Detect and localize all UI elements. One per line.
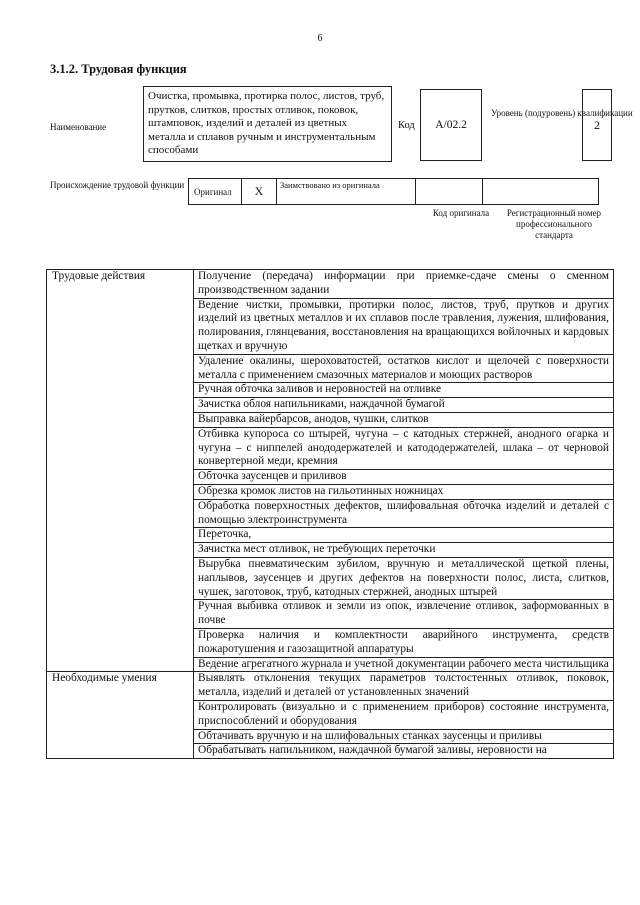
- skill-item: Выявлять отклонения текущих параметров толстостенных отливок, поковок, металла, изделий и деталей от установленных значений: [194, 672, 614, 701]
- skills-category-cell: Необходимые умения: [47, 672, 194, 759]
- action-item: Обрезка кромок листов на гильотинных ножницах: [194, 484, 614, 499]
- action-item: Проверка наличия и комплектности аварийного инструмента, средств пожаротушения и газозащитной аппаратуры: [194, 628, 614, 657]
- action-item: Выправка вайербарсов, анодов, чушки, слитков: [194, 412, 614, 427]
- original-code-cell: [415, 178, 483, 205]
- action-item: Вырубка пневматическим зубилом, вручную и металлической щеткой плены, наплывов, заусенцев и других дефектов на поверхности полос, листа, слитков, чушек, заготовок, труб, катодных стержней, анодных штырей: [194, 557, 614, 599]
- function-name-box: Очистка, промывка, протирка полос, листов, труб, прутков, слитков, простых отливок, поковок, штамповок, изделий и деталей из цветных металла и сплавов ручным и инструментальным способами: [143, 86, 392, 162]
- section-title: 3.1.2. Трудовая функция: [50, 62, 187, 76]
- skill-item: Обтачивать вручную и на шлифовальных станках заусенцы и приливы: [194, 729, 614, 744]
- registration-number-cell: [482, 178, 599, 205]
- action-item: Ведение агрегатного журнала и учетной документации рабочего места чистильщика: [194, 657, 614, 672]
- action-item: Зачистка мест отливок, не требующих переточки: [194, 543, 614, 558]
- action-item: Обработка поверхностных дефектов, шлифовальная обточка изделий и деталей с помощью электроинструмента: [194, 499, 614, 528]
- action-item: Отбивка купороса со штырей, чугуна – с катодных стержней, анодного огарка и чугуна – с ниппелей анододержателей и катододержателей, шлака – от черновой конвертерной меди, кремния: [194, 427, 614, 469]
- action-item: Ручная выбивка отливок и земли из опок, извлечение отливок, заформованных в почве: [194, 600, 614, 629]
- action-item: Получение (передача) информации при приемке-сдаче смены о сменном производственном задании: [194, 270, 614, 299]
- origin-row: [189, 178, 599, 205]
- action-item: Обточка заусенцев и приливов: [194, 470, 614, 485]
- original-code-caption: Код оригинала: [432, 208, 490, 218]
- original-mark-cell: X: [241, 178, 277, 205]
- qualification-level-label: Уровень (подуровень) квалификации: [491, 108, 633, 118]
- original-cell: Оригинал: [188, 178, 242, 205]
- functions-table: [46, 269, 614, 759]
- table-row: [47, 270, 614, 299]
- action-item: Зачистка облоя напильниками, наждачной бумагой: [194, 398, 614, 413]
- action-item: Переточка,: [194, 528, 614, 543]
- table-row: [47, 672, 614, 701]
- origin-label: Происхождение трудовой функции: [50, 180, 185, 190]
- borrowed-cell: Заимствовано из оригинала: [276, 178, 416, 205]
- skill-item: Контролировать (визуально и с применением приборов) состояние инструмента, приспособлений и оборудования: [194, 700, 614, 729]
- page-number: 6: [317, 33, 323, 44]
- code-label: Код: [398, 120, 415, 131]
- action-item: Ручная обточка заливов и неровностей на отливке: [194, 383, 614, 398]
- actions-category-cell: Трудовые действия: [47, 270, 194, 672]
- action-item: Ведение чистки, промывки, протирки полос, листов, труб, прутков и других изделий из цветных металлов и их сплавов после травления, лужения, шлифования, полирования, глянцевания, восстановления на вращающихся войлочных и кардовых щетках и вручную: [194, 298, 614, 354]
- skill-item: Обрабатывать напильником, наждачной бумагой заливы, неровности на: [194, 744, 614, 759]
- action-item: Удаление окалины, шероховатостей, остатков кислот и щелочей с поверхности металла с применением смазочных материалов и моющих растворов: [194, 354, 614, 383]
- registration-number-caption: Регистрационный номер профессионального стандарта: [506, 208, 602, 240]
- name-label: Наименование: [50, 122, 107, 132]
- code-value-box: A/02.2: [420, 89, 482, 161]
- qualification-level-box: 2: [582, 89, 612, 161]
